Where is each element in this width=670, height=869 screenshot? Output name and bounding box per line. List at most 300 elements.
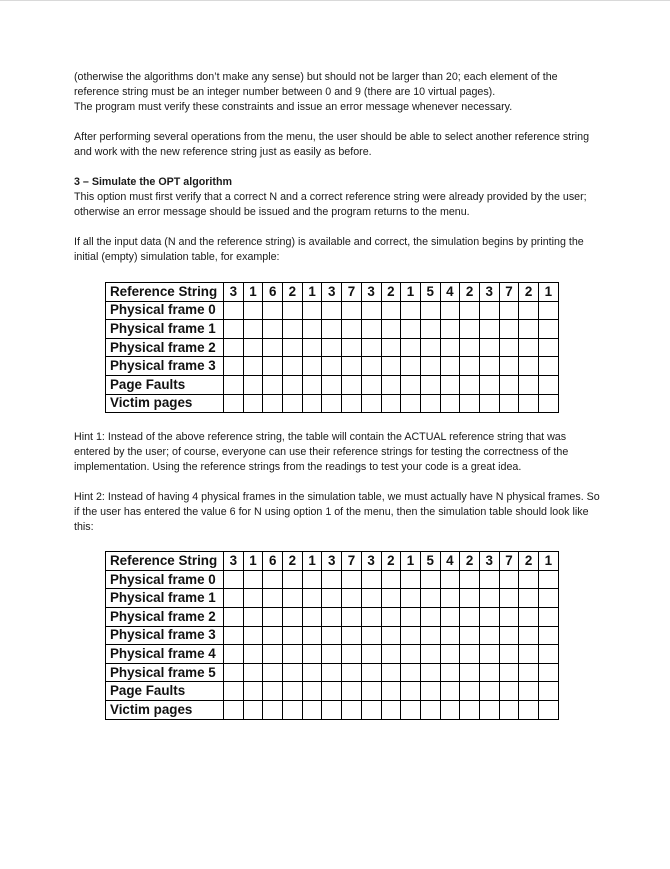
empty-cell — [283, 394, 303, 413]
empty-cell — [342, 375, 362, 394]
empty-cell — [283, 682, 303, 701]
empty-cell — [283, 607, 303, 626]
empty-cell — [224, 375, 244, 394]
empty-cell — [243, 301, 263, 320]
empty-cell — [361, 682, 381, 701]
empty-cell — [420, 607, 440, 626]
empty-cell — [440, 301, 460, 320]
empty-cell — [479, 320, 499, 339]
empty-cell — [263, 589, 283, 608]
empty-cell — [302, 645, 322, 664]
empty-cell — [519, 301, 539, 320]
empty-cell — [302, 626, 322, 645]
row-label: Physical frame 1 — [106, 589, 224, 608]
empty-cell — [263, 607, 283, 626]
empty-cell — [361, 375, 381, 394]
empty-cell — [263, 320, 283, 339]
row-label: Victim pages — [106, 394, 224, 413]
row-label: Physical frame 5 — [106, 663, 224, 682]
empty-cell — [361, 301, 381, 320]
empty-cell — [440, 357, 460, 376]
reference-page-cell: 1 — [539, 552, 559, 571]
reference-page-cell: 3 — [361, 552, 381, 571]
empty-cell — [460, 626, 480, 645]
empty-cell — [361, 700, 381, 719]
paragraph-initial-table: If all the input data (N and the reference string) is available and correct, the simulation begins by printing the initial (empty) simulation table, for example: — [74, 236, 584, 263]
empty-cell — [479, 645, 499, 664]
empty-cell — [224, 589, 244, 608]
empty-cell — [401, 357, 421, 376]
empty-cell — [302, 663, 322, 682]
empty-cell — [479, 682, 499, 701]
empty-cell — [263, 570, 283, 589]
empty-cell — [302, 320, 322, 339]
empty-cell — [479, 589, 499, 608]
empty-cell — [460, 700, 480, 719]
empty-cell — [519, 645, 539, 664]
empty-cell — [479, 301, 499, 320]
empty-cell — [401, 570, 421, 589]
table-row — [106, 338, 559, 357]
empty-cell — [539, 682, 559, 701]
reference-page-cell: 4 — [440, 283, 460, 302]
empty-cell — [440, 626, 460, 645]
empty-cell — [460, 570, 480, 589]
empty-cell — [342, 338, 362, 357]
empty-cell — [283, 338, 303, 357]
empty-cell — [440, 375, 460, 394]
reference-page-cell: 7 — [499, 283, 519, 302]
empty-cell — [342, 607, 362, 626]
empty-cell — [322, 645, 342, 664]
row-label: Page Faults — [106, 375, 224, 394]
page-top-edge — [0, 0, 670, 1]
hint-2: Hint 2: Instead of having 4 physical frames in the simulation table, we must actually have N physical frames. So if the user has entered the value 6 for N using option 1 of the menu, then the simulation table should look like this: — [74, 491, 600, 534]
table-row — [106, 607, 559, 626]
empty-cell — [302, 357, 322, 376]
empty-cell — [342, 663, 362, 682]
section-heading: 3 – Simulate the OPT algorithm — [74, 176, 232, 188]
empty-cell — [263, 700, 283, 719]
empty-cell — [283, 589, 303, 608]
empty-cell — [519, 700, 539, 719]
empty-cell — [460, 357, 480, 376]
empty-cell — [519, 357, 539, 376]
empty-cell — [302, 607, 322, 626]
empty-cell — [283, 570, 303, 589]
reference-page-cell: 2 — [283, 283, 303, 302]
empty-cell — [322, 589, 342, 608]
empty-cell — [322, 663, 342, 682]
empty-cell — [322, 570, 342, 589]
empty-cell — [283, 375, 303, 394]
empty-cell — [263, 357, 283, 376]
reference-page-cell: 3 — [479, 552, 499, 571]
reference-page-cell: 6 — [263, 552, 283, 571]
empty-cell — [342, 589, 362, 608]
empty-cell — [539, 589, 559, 608]
empty-cell — [539, 607, 559, 626]
table-row — [106, 663, 559, 682]
empty-cell — [263, 375, 283, 394]
empty-cell — [322, 394, 342, 413]
empty-cell — [420, 394, 440, 413]
empty-cell — [342, 645, 362, 664]
empty-cell — [539, 301, 559, 320]
empty-cell — [243, 357, 263, 376]
empty-cell — [224, 394, 244, 413]
empty-cell — [342, 700, 362, 719]
empty-cell — [479, 357, 499, 376]
empty-cell — [420, 589, 440, 608]
empty-cell — [283, 626, 303, 645]
empty-cell — [499, 338, 519, 357]
empty-cell — [361, 338, 381, 357]
table-row — [106, 626, 559, 645]
empty-cell — [322, 357, 342, 376]
empty-cell — [499, 394, 519, 413]
empty-cell — [381, 589, 401, 608]
empty-cell — [420, 626, 440, 645]
row-label: Physical frame 2 — [106, 607, 224, 626]
empty-cell — [440, 700, 460, 719]
empty-cell — [499, 682, 519, 701]
empty-cell — [440, 320, 460, 339]
reference-page-cell: 1 — [401, 552, 421, 571]
empty-cell — [440, 570, 460, 589]
empty-cell — [361, 570, 381, 589]
reference-page-cell: 2 — [519, 283, 539, 302]
empty-cell — [263, 645, 283, 664]
empty-cell — [499, 645, 519, 664]
empty-cell — [263, 626, 283, 645]
empty-cell — [479, 375, 499, 394]
empty-cell — [224, 570, 244, 589]
empty-cell — [381, 700, 401, 719]
empty-cell — [401, 645, 421, 664]
paragraph-constraints: (otherwise the algorithms don’t make any sense) but should not be larger than 20; each element of the reference string must be an integer number between 0 and 9 (there are 10 virtual pages). — [74, 71, 558, 98]
empty-cell — [401, 338, 421, 357]
empty-cell — [361, 626, 381, 645]
empty-cell — [519, 375, 539, 394]
empty-cell — [401, 607, 421, 626]
empty-cell — [381, 645, 401, 664]
empty-cell — [381, 682, 401, 701]
empty-cell — [243, 645, 263, 664]
empty-cell — [361, 663, 381, 682]
empty-cell — [342, 682, 362, 701]
empty-cell — [401, 320, 421, 339]
empty-cell — [499, 320, 519, 339]
empty-cell — [361, 645, 381, 664]
empty-cell — [499, 663, 519, 682]
empty-cell — [302, 338, 322, 357]
empty-cell — [539, 645, 559, 664]
row-label: Physical frame 2 — [106, 338, 224, 357]
empty-cell — [499, 700, 519, 719]
table-row — [106, 682, 559, 701]
row-label: Reference String — [106, 283, 224, 302]
empty-cell — [519, 589, 539, 608]
empty-cell — [479, 607, 499, 626]
table-row — [106, 700, 559, 719]
row-label: Reference String — [106, 552, 224, 571]
table-row — [106, 570, 559, 589]
empty-cell — [322, 682, 342, 701]
empty-cell — [440, 682, 460, 701]
empty-cell — [519, 320, 539, 339]
empty-cell — [519, 607, 539, 626]
row-label: Physical frame 3 — [106, 626, 224, 645]
empty-cell — [420, 663, 440, 682]
empty-cell — [420, 357, 440, 376]
reference-page-cell: 7 — [342, 283, 362, 302]
paragraph-new-reference-string: After performing several operations from the menu, the user should be able to select another reference string and work with the new reference string just as easily as before. — [74, 131, 590, 158]
empty-cell — [519, 394, 539, 413]
empty-cell — [460, 394, 480, 413]
empty-cell — [361, 589, 381, 608]
empty-cell — [322, 301, 342, 320]
reference-page-cell: 3 — [361, 283, 381, 302]
empty-cell — [263, 663, 283, 682]
empty-cell — [342, 301, 362, 320]
empty-cell — [243, 394, 263, 413]
empty-cell — [420, 682, 440, 701]
empty-cell — [420, 375, 440, 394]
document-page — [74, 70, 604, 720]
empty-cell — [361, 320, 381, 339]
empty-cell — [263, 301, 283, 320]
row-label: Physical frame 0 — [106, 301, 224, 320]
row-label: Victim pages — [106, 700, 224, 719]
empty-cell — [381, 301, 401, 320]
empty-cell — [539, 700, 559, 719]
empty-cell — [243, 338, 263, 357]
empty-cell — [263, 394, 283, 413]
empty-cell — [361, 357, 381, 376]
empty-cell — [302, 700, 322, 719]
empty-cell — [440, 338, 460, 357]
reference-string-row — [106, 552, 559, 571]
simulation-table-6-frames — [105, 551, 559, 719]
empty-cell — [420, 338, 440, 357]
reference-page-cell: 7 — [342, 552, 362, 571]
empty-cell — [283, 357, 303, 376]
empty-cell — [243, 607, 263, 626]
row-label: Page Faults — [106, 682, 224, 701]
empty-cell — [401, 663, 421, 682]
section-text: This option must first verify that a correct N and a correct reference string were already provided by the user; otherwise an error message should be issued and the program returns to the menu. — [74, 191, 587, 218]
empty-cell — [420, 301, 440, 320]
empty-cell — [539, 570, 559, 589]
empty-cell — [401, 700, 421, 719]
empty-cell — [539, 394, 559, 413]
empty-cell — [479, 700, 499, 719]
empty-cell — [302, 589, 322, 608]
empty-cell — [243, 320, 263, 339]
empty-cell — [283, 301, 303, 320]
empty-cell — [224, 626, 244, 645]
empty-cell — [381, 320, 401, 339]
empty-cell — [381, 375, 401, 394]
empty-cell — [539, 338, 559, 357]
empty-cell — [342, 570, 362, 589]
empty-cell — [381, 394, 401, 413]
empty-cell — [381, 357, 401, 376]
reference-page-cell: 4 — [440, 552, 460, 571]
empty-cell — [302, 394, 322, 413]
empty-cell — [401, 375, 421, 394]
reference-page-cell: 1 — [302, 552, 322, 571]
empty-cell — [460, 338, 480, 357]
empty-cell — [381, 570, 401, 589]
reference-page-cell: 1 — [401, 283, 421, 302]
empty-cell — [460, 645, 480, 664]
empty-cell — [283, 663, 303, 682]
empty-cell — [361, 394, 381, 413]
empty-cell — [479, 663, 499, 682]
empty-cell — [420, 645, 440, 664]
empty-cell — [322, 700, 342, 719]
reference-page-cell: 7 — [499, 552, 519, 571]
empty-cell — [342, 320, 362, 339]
row-label: Physical frame 1 — [106, 320, 224, 339]
empty-cell — [302, 682, 322, 701]
empty-cell — [519, 626, 539, 645]
empty-cell — [401, 682, 421, 701]
empty-cell — [499, 301, 519, 320]
reference-page-cell: 5 — [420, 552, 440, 571]
empty-cell — [479, 626, 499, 645]
empty-cell — [519, 570, 539, 589]
empty-cell — [499, 607, 519, 626]
empty-cell — [224, 320, 244, 339]
table-row — [106, 375, 559, 394]
reference-page-cell: 2 — [519, 552, 539, 571]
empty-cell — [361, 607, 381, 626]
empty-cell — [499, 626, 519, 645]
empty-cell — [243, 700, 263, 719]
reference-page-cell: 6 — [263, 283, 283, 302]
empty-cell — [460, 589, 480, 608]
empty-cell — [519, 682, 539, 701]
empty-cell — [302, 375, 322, 394]
reference-string-row — [106, 283, 559, 302]
empty-cell — [499, 357, 519, 376]
reference-page-cell: 2 — [381, 283, 401, 302]
empty-cell — [342, 357, 362, 376]
reference-page-cell: 5 — [420, 283, 440, 302]
empty-cell — [499, 589, 519, 608]
empty-cell — [539, 375, 559, 394]
table-row — [106, 357, 559, 376]
reference-page-cell: 1 — [243, 283, 263, 302]
empty-cell — [539, 663, 559, 682]
empty-cell — [460, 607, 480, 626]
empty-cell — [283, 645, 303, 664]
row-label: Physical frame 4 — [106, 645, 224, 664]
empty-cell — [224, 357, 244, 376]
empty-cell — [539, 320, 559, 339]
empty-cell — [322, 375, 342, 394]
reference-page-cell: 2 — [460, 552, 480, 571]
empty-cell — [381, 607, 401, 626]
empty-cell — [243, 375, 263, 394]
empty-cell — [440, 645, 460, 664]
reference-page-cell: 3 — [322, 552, 342, 571]
empty-cell — [440, 607, 460, 626]
empty-cell — [283, 320, 303, 339]
empty-cell — [420, 320, 440, 339]
reference-page-cell: 1 — [302, 283, 322, 302]
empty-cell — [243, 626, 263, 645]
reference-page-cell: 1 — [539, 283, 559, 302]
empty-cell — [460, 663, 480, 682]
empty-cell — [243, 682, 263, 701]
empty-cell — [479, 394, 499, 413]
empty-cell — [322, 626, 342, 645]
empty-cell — [263, 682, 283, 701]
reference-page-cell: 2 — [381, 552, 401, 571]
empty-cell — [224, 301, 244, 320]
empty-cell — [381, 663, 401, 682]
empty-cell — [539, 626, 559, 645]
empty-cell — [519, 663, 539, 682]
empty-cell — [401, 394, 421, 413]
empty-cell — [224, 682, 244, 701]
row-label: Physical frame 0 — [106, 570, 224, 589]
hint-1: Hint 1: Instead of the above reference string, the table will contain the ACTUAL reference string that was entered by the user; of course, everyone can use their reference strings for testing the correctness of the implementation. Using the reference strings from the readings to test your code is a great idea. — [74, 431, 569, 474]
empty-cell — [401, 589, 421, 608]
simulation-table-4-frames — [105, 282, 559, 413]
row-label: Physical frame 3 — [106, 357, 224, 376]
empty-cell — [479, 570, 499, 589]
empty-cell — [342, 626, 362, 645]
empty-cell — [420, 570, 440, 589]
empty-cell — [381, 338, 401, 357]
reference-page-cell: 2 — [460, 283, 480, 302]
paragraph-verify: The program must verify these constraints and issue an error message whenever necessary. — [74, 101, 513, 113]
empty-cell — [401, 626, 421, 645]
table-row — [106, 589, 559, 608]
table-row — [106, 320, 559, 339]
empty-cell — [539, 357, 559, 376]
empty-cell — [460, 375, 480, 394]
empty-cell — [322, 338, 342, 357]
table-row — [106, 394, 559, 413]
table-row — [106, 301, 559, 320]
empty-cell — [460, 682, 480, 701]
table-row — [106, 645, 559, 664]
reference-page-cell: 1 — [243, 552, 263, 571]
empty-cell — [342, 394, 362, 413]
empty-cell — [322, 320, 342, 339]
reference-page-cell: 3 — [224, 283, 244, 302]
empty-cell — [243, 570, 263, 589]
empty-cell — [322, 607, 342, 626]
empty-cell — [224, 607, 244, 626]
empty-cell — [460, 320, 480, 339]
empty-cell — [499, 570, 519, 589]
empty-cell — [440, 589, 460, 608]
empty-cell — [263, 338, 283, 357]
empty-cell — [460, 301, 480, 320]
reference-page-cell: 3 — [322, 283, 342, 302]
empty-cell — [401, 301, 421, 320]
empty-cell — [224, 338, 244, 357]
empty-cell — [243, 589, 263, 608]
empty-cell — [381, 626, 401, 645]
